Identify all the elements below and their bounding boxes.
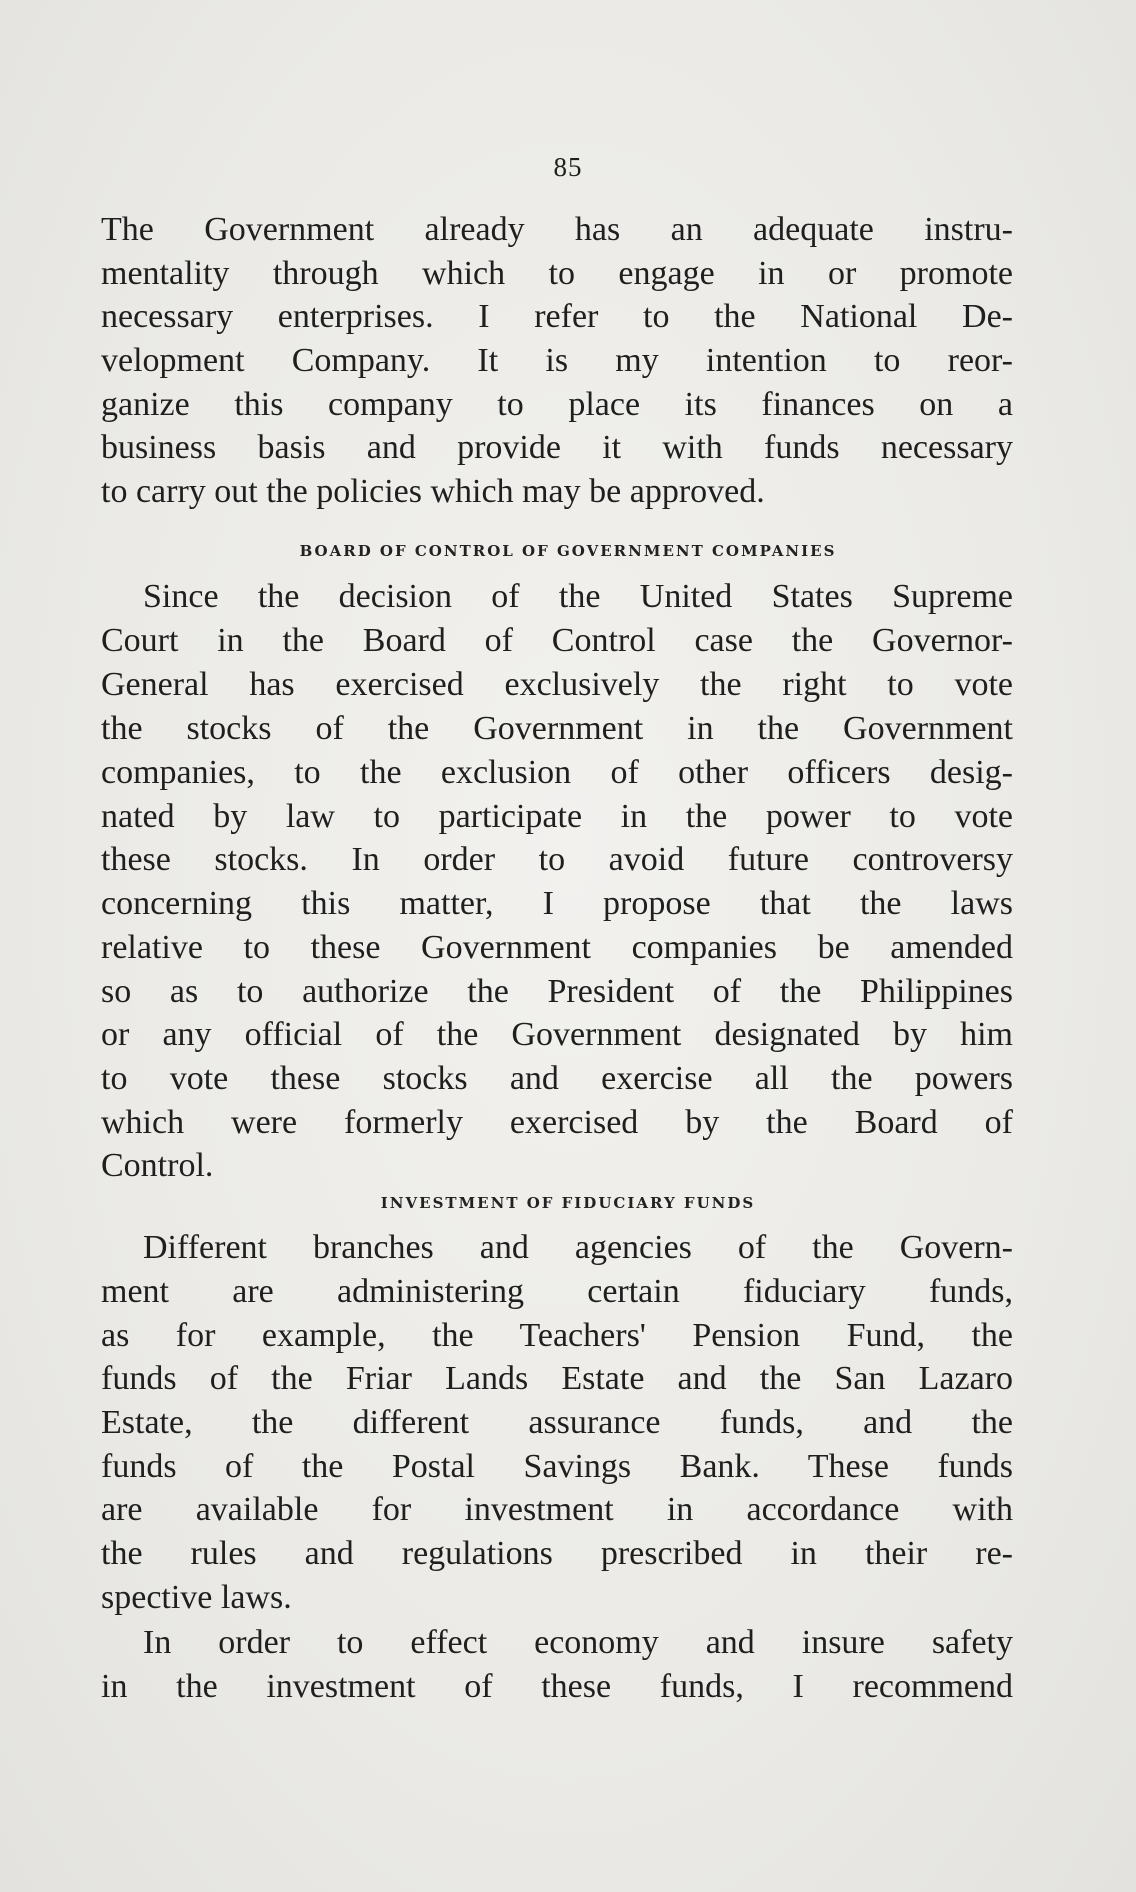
section-heading-fiduciary-funds: INVESTMENT OF FIDUCIARY FUNDS: [380, 1194, 756, 1212]
text-line: funds of the Friar Lands Estate and the San Lazaro: [101, 1360, 1013, 1397]
text-line: ganize this company to place its finances on a: [101, 386, 1013, 423]
text-line: mentality through which to engage in or promote: [101, 255, 1013, 292]
text-line: In order to effect economy and insure safety: [143, 1624, 1013, 1661]
text-line: so as to authorize the President of the Philippines: [101, 973, 1013, 1010]
text-line: or any official of the Government designated by him: [101, 1016, 1013, 1053]
text-line: Different branches and agencies of the Govern-: [143, 1229, 1013, 1266]
text-line: ment are administering certain fiduciary funds,: [101, 1273, 1013, 1310]
text-line: Estate, the different assurance funds, and the: [101, 1404, 1013, 1441]
text-line: the rules and regulations prescribed in their re-: [101, 1535, 1013, 1572]
text-line: companies, to the exclusion of other officers desig-: [101, 754, 1013, 791]
text-line: to carry out the policies which may be approved.: [101, 473, 765, 510]
text-line: nated by law to participate in the power to vote: [101, 798, 1013, 835]
text-line: General has exercised exclusively the right to vote: [101, 666, 1013, 703]
page-number: 85: [553, 152, 583, 182]
text-line: as for example, the Teachers' Pension Fund, the: [101, 1317, 1013, 1354]
text-line: spective laws.: [101, 1579, 292, 1616]
text-line: these stocks. In order to avoid future controversy: [101, 841, 1013, 878]
text-line: Court in the Board of Control case the Governor-: [101, 622, 1013, 659]
text-line: relative to these Government companies be amended: [101, 929, 1013, 966]
text-line: are available for investment in accordance with: [101, 1491, 1013, 1528]
text-line: The Government already has an adequate instru-: [101, 211, 1013, 248]
text-line: concerning this matter, I propose that the laws: [101, 885, 1013, 922]
text-line: business basis and provide it with funds necessary: [101, 429, 1013, 466]
section-heading-board-of-control: BOARD OF CONTROL OF GOVERNMENT COMPANIES: [299, 542, 837, 560]
text-line: to vote these stocks and exercise all the powers: [101, 1060, 1013, 1097]
text-line: Since the decision of the United States Supreme: [143, 578, 1013, 615]
text-line: which were formerly exercised by the Board of: [101, 1104, 1013, 1141]
text-line: funds of the Postal Savings Bank. These funds: [101, 1448, 1013, 1485]
text-line: velopment Company. It is my intention to reor-: [101, 342, 1013, 379]
text-line: the stocks of the Government in the Government: [101, 710, 1013, 747]
text-line: necessary enterprises. I refer to the National De-: [101, 298, 1013, 335]
text-line: Control.: [101, 1147, 214, 1184]
text-line: in the investment of these funds, I recommend: [101, 1668, 1013, 1705]
